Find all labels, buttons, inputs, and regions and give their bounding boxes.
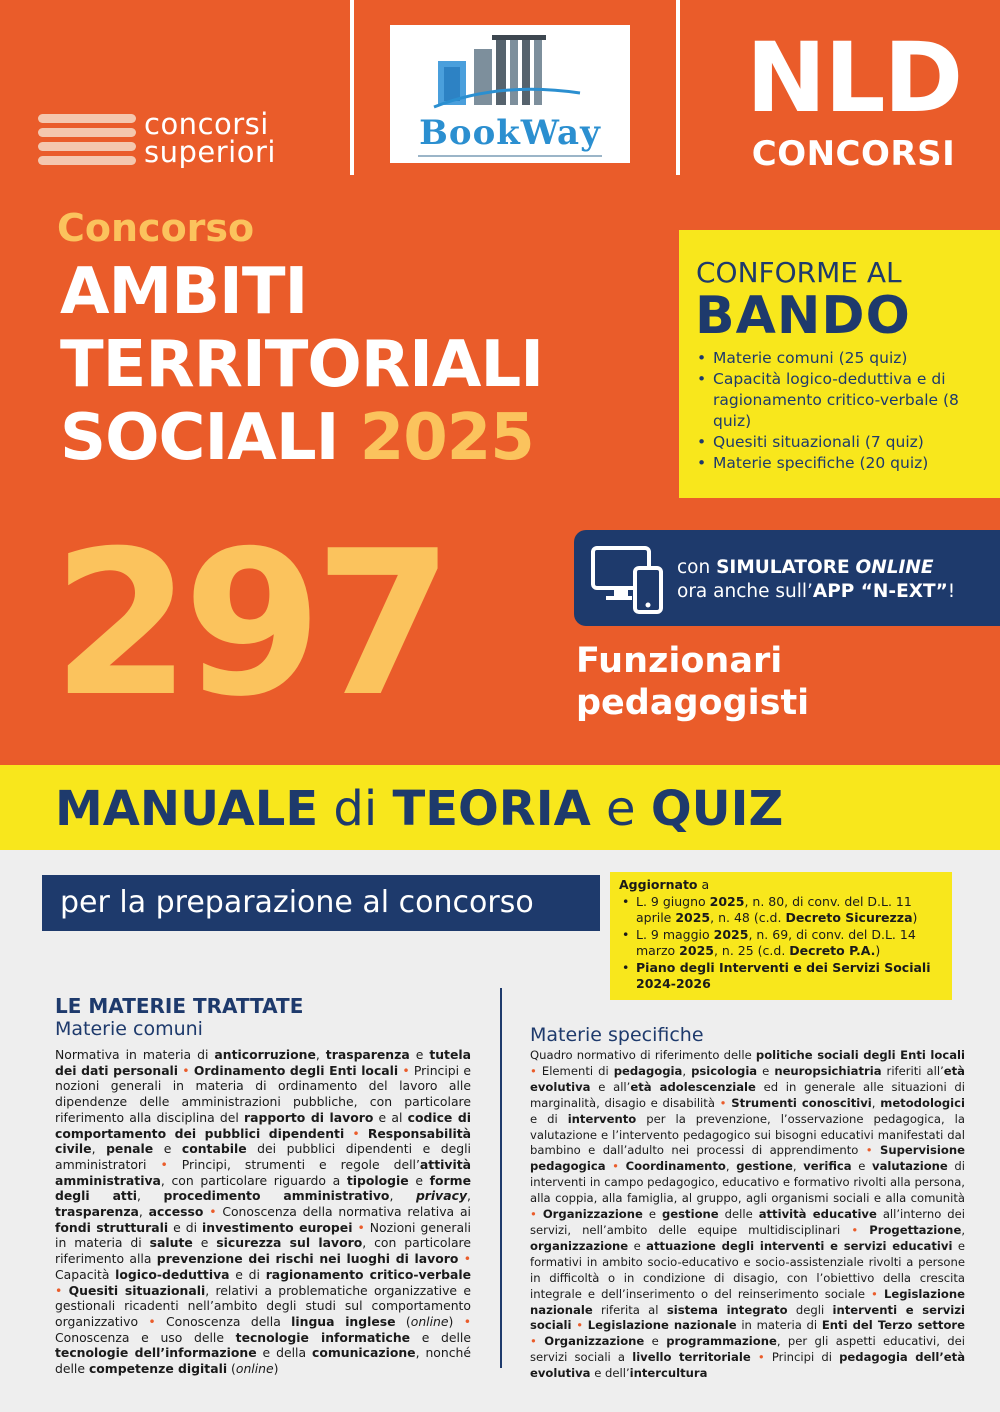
manuale-title (55, 782, 783, 836)
positions-count: 297 (52, 508, 446, 741)
bando-line1: CONFORME AL (696, 256, 902, 289)
simulator-text (677, 556, 955, 604)
title-line-2: TERRITORIALI (60, 328, 544, 402)
materie-heading: LE MATERIE TRATTATE (55, 994, 304, 1018)
materie-comuni-text: Normativa in materia di anticorruzione, trasparenza e tutela dei dati personali • Ordinamento degli Enti locali • Principi e nozioni generali in materia di ordinamento del lavoro alle dipendenze delle amministrazioni pubbliche, con particolare riferimento alla disciplina del rapporto di lavoro e al codice di comportamento dei pubblici dipendenti • Responsabilità civile, penale e contabile dei pubblici dipendenti e degli amministratori • Principi, strumenti e regole dell’attività amministrativa, con particolare riguardo a tipologie e forme degli atti, procedimento amministrativo, privacy, trasparenza, accesso • Conoscenza della normativa relativa ai fondi strutturali e di investimento europei • Nozioni generali in materia di salute e sicurezza sul lavoro, con particolare riferimento alla prevenzione dei rischi nei luoghi di lavoro • Capacità logico-deduttiva e di ragionamento critico-verbale • Quesiti situazionali, relativi a problematiche organizzative e gestionali ricadenti nell’ambito degli studi sul comportamento organizzativo • Conoscenza della lingua inglese (online) • Conoscenza e uso delle tecnologie informatiche e delle tecnologie dell’informazione e della comunicazione, nonché delle competenze digitali (online) (55, 1047, 472, 1377)
manuale-word: di (333, 781, 378, 837)
simulator-ora: ora anche sull’ (677, 581, 813, 602)
list-item: • Materie specifiche (20 quiz) (695, 453, 991, 474)
title-line-3: SOCIALI (60, 401, 339, 475)
concorsi-superiori-logo (38, 107, 328, 172)
list-item: • Quesiti situazionali (7 quiz) (695, 432, 991, 453)
list-item: • Materie comuni (25 quiz) (695, 348, 991, 369)
title-year: 2025 (359, 401, 534, 475)
preparazione-banner: per la preparazione al concorso (42, 875, 600, 931)
logo-divider (676, 0, 680, 175)
books-stack-icon (38, 114, 136, 166)
role-line-2: pedagogisti (576, 683, 810, 723)
bando-line2: BANDO (695, 286, 911, 346)
nld-concorsi-logo (746, 22, 962, 174)
cover-title (60, 256, 543, 475)
list-item: • L. 9 maggio 2025, n. 69, di conv. del D.L. 14 marzo 2025, n. 25 (c.d. Decreto P.A.) (619, 927, 944, 960)
logo-text-line2: superiori (144, 135, 276, 169)
bookway-wordmark: BookWay (419, 113, 601, 153)
simulator-end: ! (947, 581, 956, 602)
bookway-logo (390, 25, 630, 163)
simulator-app: APP “N-EXT” (812, 581, 948, 602)
aggiornato-a: a (701, 877, 710, 892)
list-item: • Capacità logico-deduttiva e di ragionamento critico-verbale (8 quiz) (695, 369, 991, 432)
aggiornato-list (619, 894, 944, 993)
role-title (576, 640, 809, 724)
nld-subtitle: CONCORSI (751, 134, 956, 174)
nld-wordmark: NLD (746, 22, 962, 134)
manuale-word: MANUALE (55, 781, 319, 837)
simulator-online: ONLINE (855, 557, 934, 578)
materie-specifiche-title: Materie specifiche (530, 1024, 704, 1046)
conforme-bando-box (679, 230, 1000, 498)
role-line-1: Funzionari (576, 641, 783, 681)
manuale-word: QUIZ (650, 781, 784, 837)
simulator-label: SIMULATORE (716, 557, 850, 578)
aggiornato-box (610, 872, 952, 1000)
logo-divider (350, 0, 354, 175)
monitor-phone-icon (590, 542, 668, 616)
bookway-underline (418, 155, 602, 157)
column-divider (500, 988, 502, 1368)
simulator-banner (574, 530, 1000, 626)
manuale-word: e (606, 781, 636, 837)
bando-list (695, 348, 991, 474)
materie-comuni-title: Materie comuni (55, 1018, 203, 1040)
title-line-1: AMBITI (60, 255, 308, 329)
manuale-word: TEORIA (392, 781, 591, 837)
logo-text-line1: concorsi (144, 107, 269, 141)
materie-specifiche-text: Quadro normativo di riferimento delle politiche sociali degli Enti locali • Elementi di pedagogia, psicologia e neuropsichiatria riferiti all’età evolutiva e all’età adolescenziale ed in generale alle situazioni di marginalità, disagio e disabilità • Strumenti conoscitivi, metodologici e di intervento per la prevenzione, l’osservazione pedagogica, la valutazione e l’intervento pedagogico sui bisogni educativi manifestati dal bambino e dall’adulto nei processi di apprendimento • Supervisione pedagogica • Coordinamento, gestione, verifica e valutazione di interventi in campo pedagogico, educativo e formativo rivolti alla persona, alla coppia, alla famiglia, al gruppo, agli organismi sociali e alla comunità • Organizzazione e gestione delle attività educative all’interno dei servizi, nell’ambito delle equipe multidisciplinari • Progettazione, organizzazione e attuazione degli interventi e servizi educativi e formativi in ambito socio-educativo e socio-assistenziale rivolti a persone in difficoltà o in condizione di disagio, con l’obiettivo della crescita integrale e dell’inserimento o del reinserimento sociale • Legislazione nazionale riferita al sistema integrato degli interventi e servizi sociali • Legislazione nazionale in materia di Enti del Terzo settore • Organizzazione e programmazione, per gli aspetti educativi, dei servizi sociali a livello territoriale • Principi di pedagogia dell’età evolutiva e dell’intercultura (530, 1048, 966, 1381)
simulator-con: con (677, 557, 711, 578)
aggiornato-label: Aggiornato (619, 877, 698, 892)
list-item: • L. 9 giugno 2025, n. 80, di conv. del D.L. 11 aprile 2025, n. 48 (c.d. Decreto Sicurezza) (619, 894, 944, 927)
building-books-icon (430, 31, 590, 111)
concorso-label: Concorso (57, 206, 255, 250)
list-item: • Piano degli Interventi e dei Servizi Sociali 2024-2026 (619, 960, 944, 993)
